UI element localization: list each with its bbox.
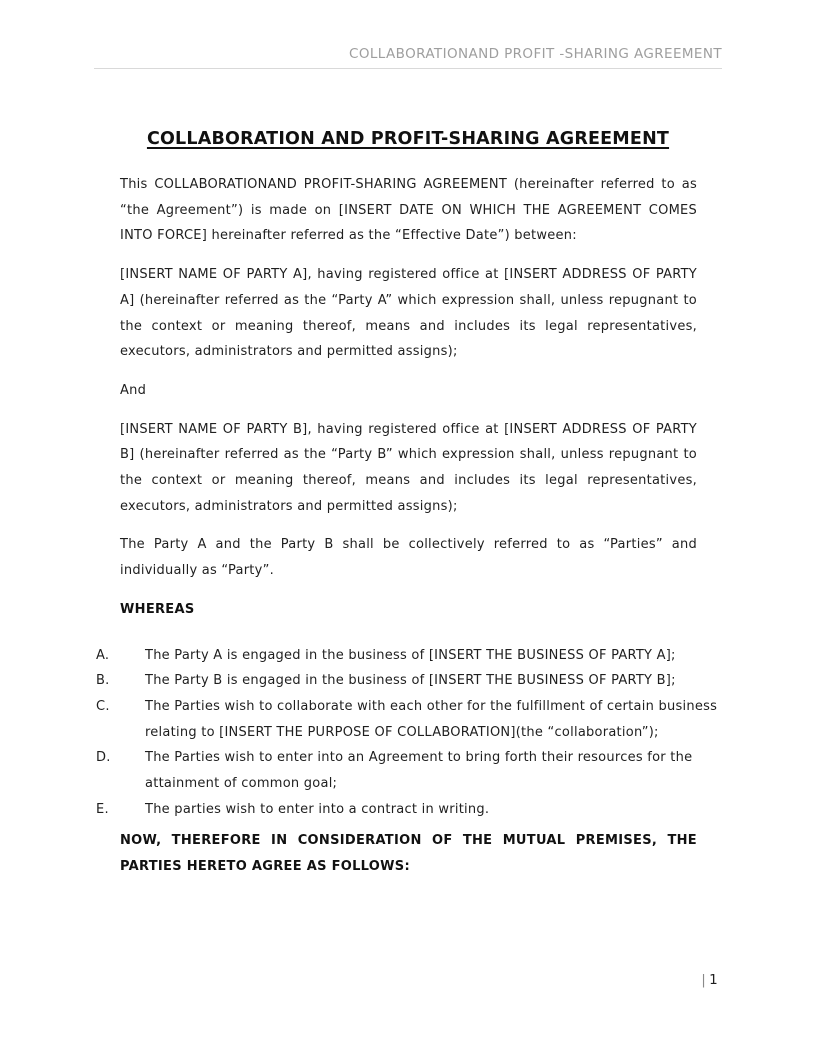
recital-item <box>96 694 720 745</box>
document-body <box>96 126 720 880</box>
and-connector: And <box>120 382 147 398</box>
recital-item <box>96 745 720 796</box>
recitals-list <box>96 643 720 823</box>
whereas-heading: WHEREAS <box>120 601 195 617</box>
recital-label: C. <box>96 698 110 714</box>
recital-text: The Party B is engaged in the business of [INSERT THE BUSINESS OF PARTY B]; <box>145 673 676 689</box>
recital-item <box>96 643 720 669</box>
party-b-paragraph: [INSERT NAME OF PARTY B], having registered office at [INSERT ADDRESS OF PARTY B] (hereinafter referred as the “Party B” which expression shall, unless repugnant to the context or meaning thereof, means and includes its legal representatives, executors, administrators and permitted assigns); <box>120 421 697 514</box>
recital-label: B. <box>96 673 110 689</box>
recital-item <box>96 797 720 823</box>
parties-definition-paragraph: The Party A and the Party B shall be collectively referred to as “Parties” and individually as “Party”. <box>120 537 697 579</box>
recital-item <box>96 668 720 694</box>
operative-clause: NOW, THEREFORE IN CONSIDERATION OF THE MUTUAL PREMISES, THE PARTIES HERETO AGREE AS FOLLOWS: <box>120 833 697 875</box>
party-a-paragraph: [INSERT NAME OF PARTY A], having registered office at [INSERT ADDRESS OF PARTY A] (hereinafter referred as the “Party A” which expression shall, unless repugnant to the context or meaning thereof, means and includes its legal representatives, executors, administrators and permitted assigns); <box>120 267 697 360</box>
recital-text: The Party A is engaged in the business of [INSERT THE BUSINESS OF PARTY A]; <box>145 647 676 663</box>
recital-text: The Parties wish to collaborate with each other for the fulfillment of certain business relating to [INSERT THE PURPOSE OF COLLABORATION](the “collaboration”); <box>145 698 718 740</box>
recital-label: D. <box>96 750 111 766</box>
document-title: COLLABORATION AND PROFIT-SHARING AGREEMENT <box>146 129 670 149</box>
recital-label: A. <box>96 647 110 663</box>
footer-separator: | <box>701 972 707 988</box>
intro-paragraph: This COLLABORATIONAND PROFIT-SHARING AGREEMENT (hereinafter referred to as “the Agreement”) is made on [INSERT DATE ON WHICH THE AGREEMENT COMES INTO FORCE] hereinafter referred as the “Effective Date”) between: <box>120 177 697 244</box>
recital-label: E. <box>96 801 109 817</box>
recital-text: The parties wish to enter into a contract in writing. <box>145 801 490 817</box>
page-footer <box>701 972 718 988</box>
recital-text: The Parties wish to enter into an Agreement to bring forth their resources for the attainment of common goal; <box>145 750 693 792</box>
page-number: 1 <box>709 972 718 988</box>
running-header: COLLABORATIONAND PROFIT -SHARING AGREEMENT <box>94 46 722 69</box>
